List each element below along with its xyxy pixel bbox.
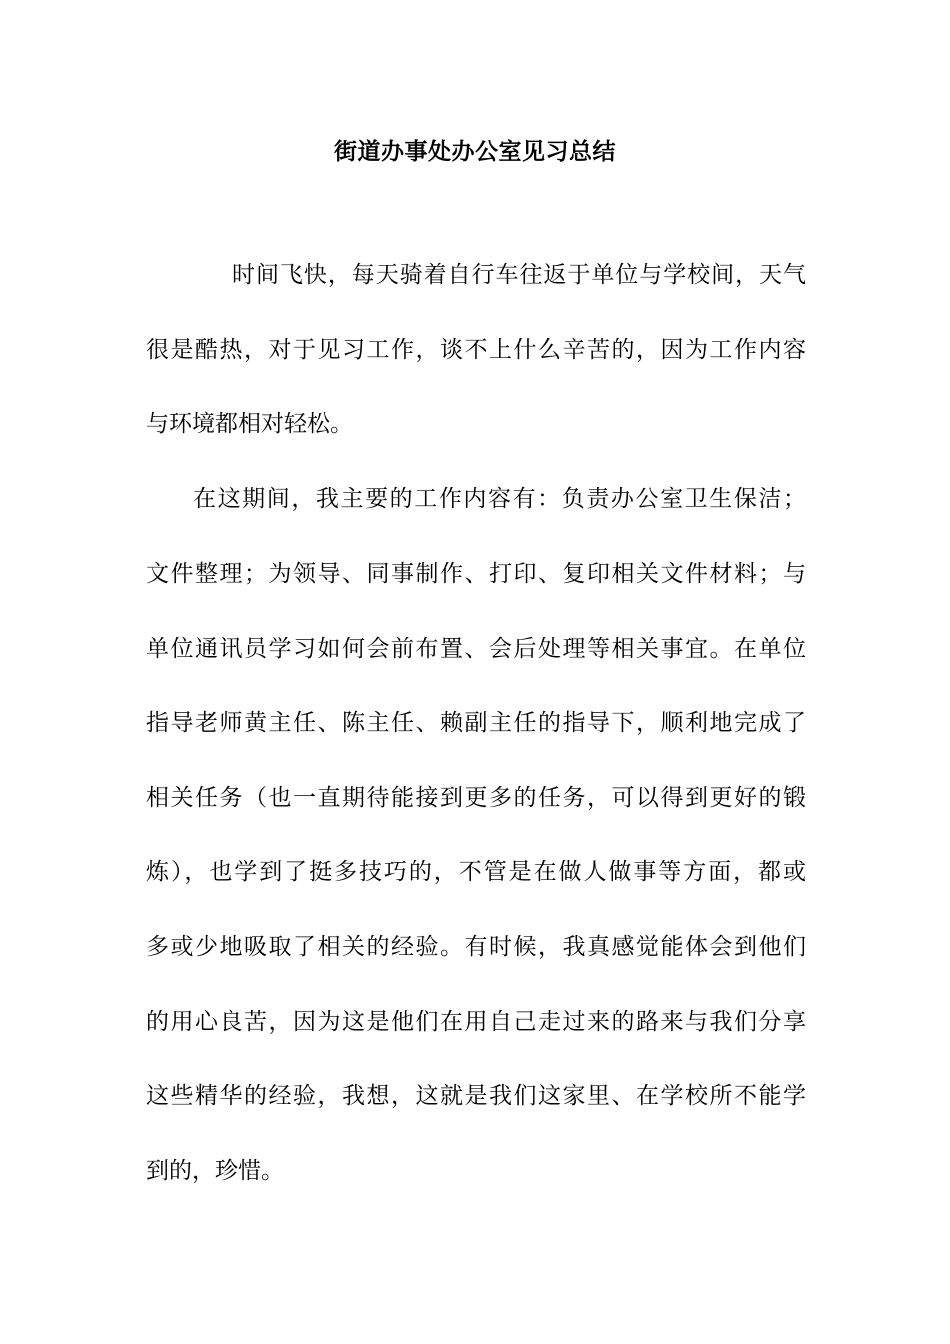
paragraph-line: 到的，珍惜。 [146,1158,284,1184]
paragraph-line: 文件整理；为领导、同事制作、打印、复印相关文件材料；与 [146,561,806,587]
paragraph-line: 炼），也学到了挺多技巧的，不管是在做人做事等方面，都或 [146,859,806,885]
paragraph-line: 这些精华的经验，我想，这就是我们这家里、在学校所不能学 [146,1083,806,1109]
paragraph-line: 在这期间，我主要的工作内容有：负责办公室卫生保洁； [193,486,806,512]
paragraph-line: 单位通讯员学习如何会前布置、会后处理等相关事宜。在单位 [146,636,806,662]
paragraph-line: 多或少地吸取了相关的经验。有时候，我真感觉能体会到他们 [146,934,806,960]
paragraph-line: 时间飞快，每天骑着自行车往返于单位与学校间，天气 [232,262,806,288]
paragraph-line: 相关任务（也一直期待能接到更多的任务，可以得到更好的锻 [146,785,806,811]
paragraph-line: 很是酷热，对于见习工作，谈不上什么辛苦的，因为工作内容 [146,337,806,363]
document-title: 街道办事处办公室见习总结 [334,138,616,165]
paragraph-line: 指导老师黄主任、陈主任、赖副主任的指导下，顺利地完成了 [146,710,806,736]
paragraph-line: 的用心良苦，因为这是他们在用自己走过来的路来与我们分享 [146,1009,806,1035]
paragraph-line: 与环境都相对轻松。 [146,411,353,437]
